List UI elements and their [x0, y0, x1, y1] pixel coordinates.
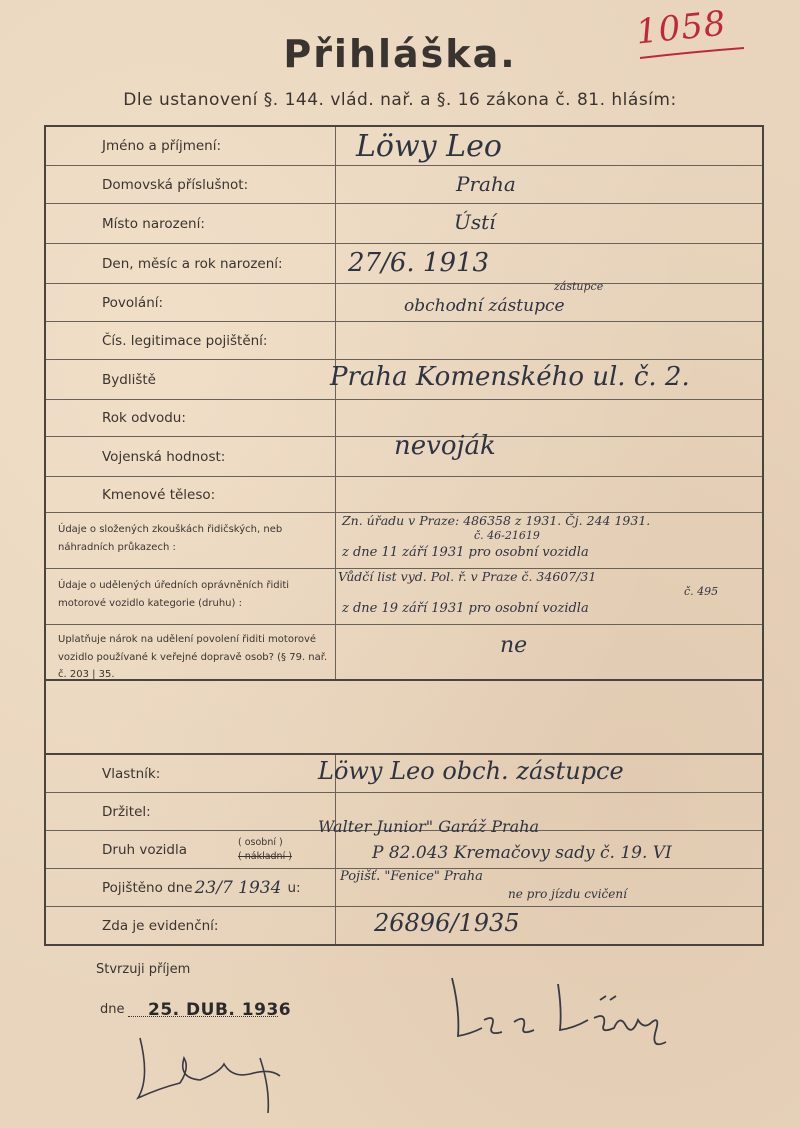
date-stamp: 25. DUB. 1936: [148, 1000, 292, 1020]
row-registered: [46, 907, 762, 944]
option-passenger: ( osobní ): [238, 837, 283, 848]
value-domicile: Praha: [456, 172, 516, 196]
value-insurer: Pojišť. "Fenice" Praha: [340, 869, 483, 884]
value-vehicle-plate: P 82.043 Kremačovy sady č. 19. VI: [372, 843, 672, 863]
value-vehicle-make: Walter Junior" Garáž Praha: [318, 817, 540, 836]
official-signature: [120, 1028, 300, 1118]
value-vehicle-type-cell[interactable]: [318, 817, 762, 868]
label-domicile: Domovská příslušnot:: [46, 166, 336, 203]
value-exams-line2: č. 46-21619: [474, 529, 540, 542]
date-label: dne: [100, 1002, 125, 1017]
label-draft-year: Rok odvodu:: [46, 400, 336, 436]
applicant-signature: [430, 970, 710, 1070]
row-public-transport: [46, 625, 762, 681]
value-occupation: obchodní zástupce: [404, 296, 565, 316]
value-birthdate-cell[interactable]: [338, 244, 762, 283]
value-permits-line2: č. 495: [684, 585, 719, 598]
label-owner: Vlastník:: [46, 755, 336, 792]
label-insurance-id: Čís. legitimace pojištění:: [46, 322, 336, 359]
row-birthdate: [46, 244, 762, 284]
row-owner: [46, 755, 762, 793]
value-military-rank: nevoják: [394, 431, 496, 461]
label-insured-at: u:: [287, 879, 301, 896]
label-public-transport: Uplatňuje nárok na udělení povolení řiditi motorové vozidlo používané k veřejné dopravě osob? (§ 79. nař. č. 203 | 35.: [46, 625, 336, 679]
value-residence: Praha Komenského ul. č. 2.: [330, 362, 690, 392]
row-exams: [46, 513, 762, 569]
value-domicile-cell[interactable]: [338, 166, 762, 203]
value-public-transport-cell[interactable]: [338, 625, 762, 679]
label-permits: Údaje o udělených úředních oprávněních řiditi motorové vozidlo kategorie (druhu) :: [46, 569, 336, 624]
value-registered-cell[interactable]: [338, 907, 762, 944]
value-permits-line3: z dne 19 září 1931 pro osobní vozidla: [342, 601, 589, 616]
row-permits: [46, 569, 762, 625]
label-holder: Držitel:: [46, 793, 336, 830]
option-freight: ( nákladní ): [238, 851, 292, 862]
value-owner: Löwy Leo obch. zástupce: [318, 757, 624, 785]
row-residence: [46, 360, 762, 400]
value-birthplace-cell[interactable]: [338, 204, 762, 243]
row-unit: [46, 477, 762, 513]
value-exams-line1: Zn. úřadu v Praze: 486358 z 1931. Čj. 244 1931.: [342, 513, 651, 528]
registration-form: [44, 125, 764, 946]
label-birthdate: Den, měsíc a rok narození:: [46, 244, 336, 283]
label-birthplace: Místo narození:: [46, 204, 336, 243]
blank-section: [46, 681, 762, 755]
value-insurance-id-cell[interactable]: [338, 322, 762, 359]
value-permits-cell[interactable]: [338, 569, 762, 624]
value-military-rank-cell[interactable]: [338, 431, 762, 476]
value-insured-note: ne pro jízdu cvičení: [508, 887, 627, 901]
value-insured-cell[interactable]: [338, 869, 762, 906]
receipt-confirmation: Stvrzuji příjem: [96, 962, 191, 977]
label-unit: Kmenové těleso:: [46, 477, 336, 512]
row-occupation: [46, 280, 762, 322]
label-residence: Bydliště: [46, 360, 336, 399]
value-birthdate: 27/6. 1913: [348, 248, 490, 278]
value-owner-cell[interactable]: [318, 755, 762, 792]
value-exams-cell[interactable]: [338, 513, 762, 568]
row-name: [46, 127, 762, 166]
form-title: Přihláška.: [283, 32, 517, 76]
reference-number-text: 1058: [634, 3, 729, 53]
row-insurance-id: [46, 322, 762, 360]
value-occupation-cell[interactable]: [338, 280, 762, 321]
value-birthplace: Ústí: [454, 210, 496, 234]
label-insured-text: Pojištěno dne: [102, 879, 193, 896]
label-insured: [46, 869, 336, 906]
label-registered: Zda je evidenční:: [46, 907, 336, 944]
form-subtitle: Dle ustanovení §. 144. vlád. nař. a §. 16 zákona č. 81. hlásím:: [123, 90, 677, 110]
label-name: Jméno a příjmení:: [46, 127, 336, 165]
value-registered: 26896/1935: [374, 909, 520, 937]
value-unit-cell[interactable]: [338, 477, 762, 512]
label-vehicle-type-text: Druh vozidla: [102, 841, 188, 858]
row-military-rank: [46, 431, 762, 477]
value-residence-cell[interactable]: [330, 360, 762, 399]
value-name-cell[interactable]: [338, 127, 762, 165]
value-permits-line1: Vůdčí list vyd. Pol. ř. v Praze č. 34607/31: [338, 569, 597, 584]
label-occupation: Povolání:: [46, 284, 336, 321]
value-occupation-note: zástupce: [554, 280, 604, 293]
row-domicile: [46, 166, 762, 204]
row-birthplace: [46, 204, 762, 244]
value-public-transport: ne: [500, 633, 528, 658]
row-vehicle-type: [46, 817, 762, 869]
value-insured-date: 23/7 1934: [194, 877, 282, 898]
label-exams: Údaje o složených zkouškách řidičských, neb náhradních průkazech :: [46, 513, 336, 568]
label-military-rank: Vojenská hodnost:: [46, 437, 336, 476]
value-exams-line3: z dne 11 září 1931 pro osobní vozidla: [342, 545, 589, 560]
label-vehicle-type: [46, 831, 336, 868]
row-insured: [46, 869, 762, 907]
value-name: Löwy Leo: [356, 129, 502, 164]
